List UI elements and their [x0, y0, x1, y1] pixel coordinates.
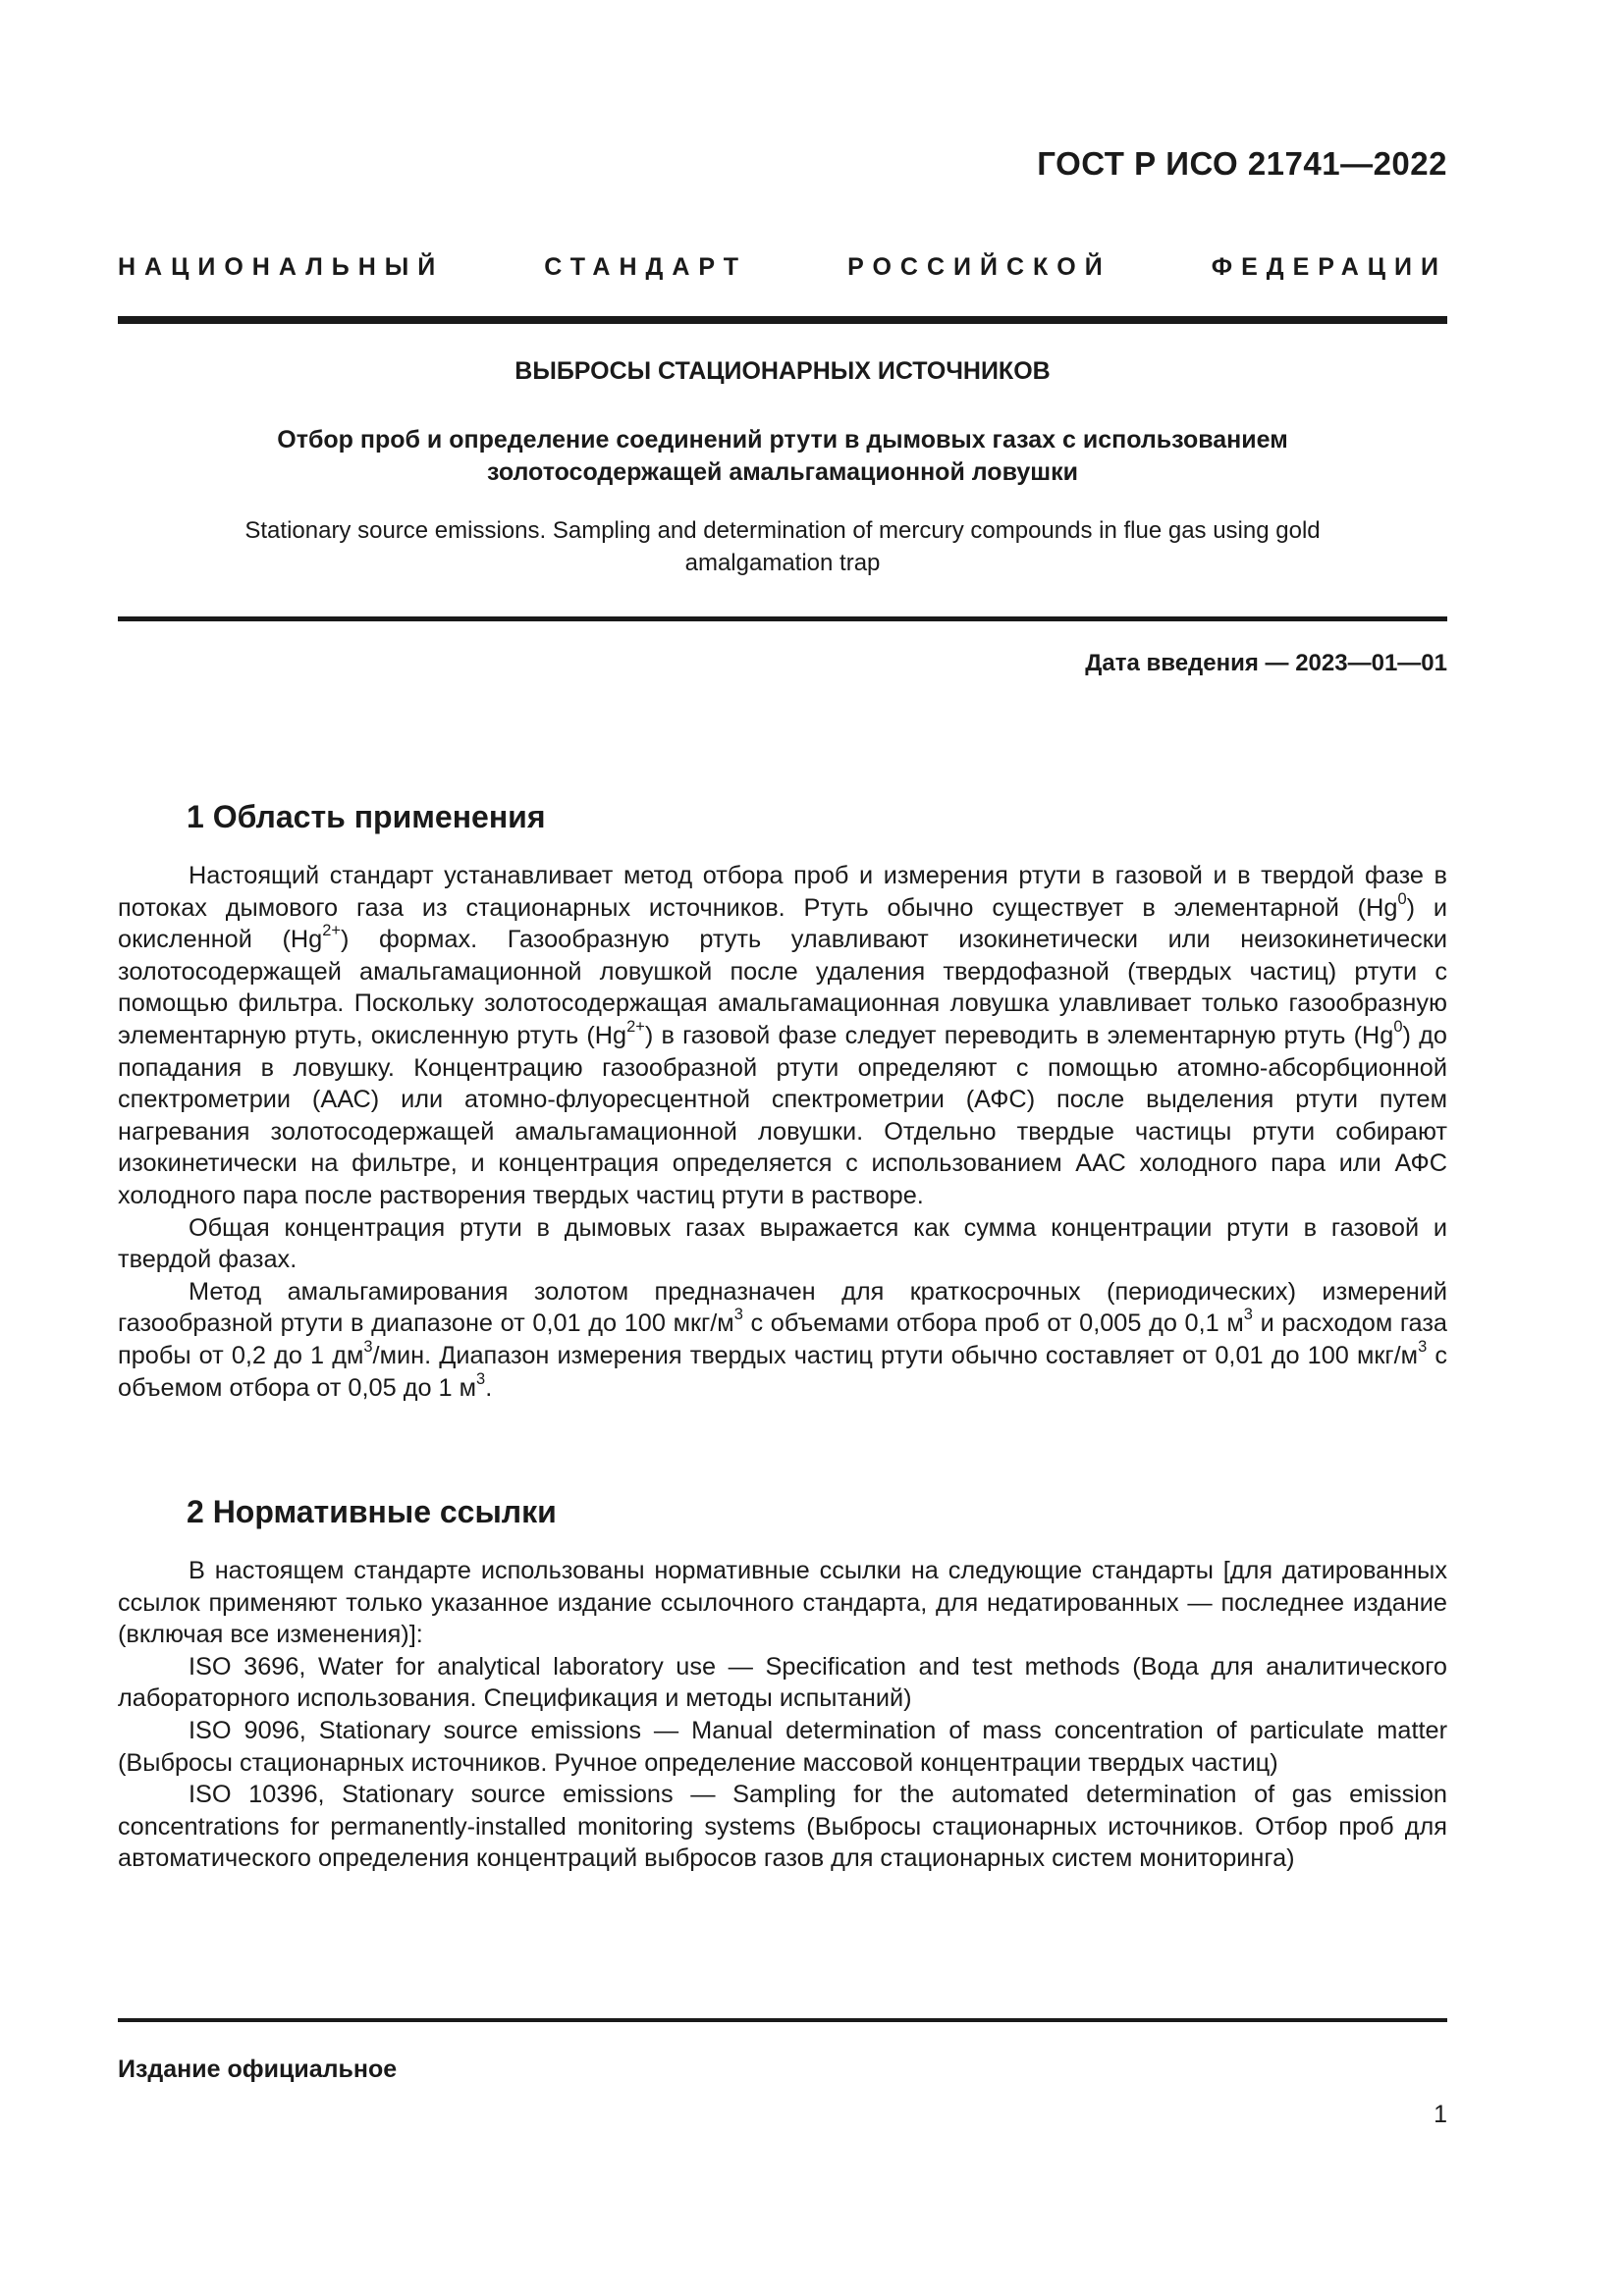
title-rule	[118, 616, 1447, 621]
section-1-paragraph-2: Общая концентрация ртути в дымовых газах выражается как сумма концентрации ртути в газовой и твердой фазах.	[118, 1213, 1447, 1274]
section-1-paragraph-3: Метод амальгамирования золотом предназначен для краткосрочных (периодических) измерений газообразной ртути в диапазоне от 0,01 до 100 мкг/$м^3$ с объемами отбора проб от 0,005 до 0,1 $м^3$ и расходом газа пробы от 0,2 до 1 $дм^3$/мин. Диапазон измерения твердых частиц ртути обычно составляет от 0,01 до 100 мкг/$м^3$ с объемом отбора от 0,05 до 1 $м^3$.	[118, 1277, 1447, 1402]
reference-item: ISO 10396, Stationary source emissions — Sampling for the automated determination of gas emission concentrations for permanently-installed monitoring systems (Выбросы стационарных источников. Отбор проб для автоматического определения концентраций выбросов газов для стационарных систем мониторинга)	[118, 1781, 1447, 1873]
standard-code: ГОСТ Р ИСО 21741—2022	[1037, 145, 1447, 182]
section-1-body	[118, 860, 1447, 1404]
document-subtitle: Отбор проб и определение соединений ртути в дымовых газах с использованием золотосодержащей амальгамационной ловушки	[277, 426, 1288, 486]
footer-rule	[118, 2018, 1447, 2022]
header-rule	[118, 316, 1447, 324]
document-title-english: Stationary source emissions. Sampling and determination of mercury compounds in flue gas using gold amalgamation trap	[244, 517, 1321, 576]
official-edition-label: Издание официальное	[118, 2056, 398, 2083]
document-title: ВЫБРОСЫ СТАЦИОНАРНЫХ ИСТОЧНИКОВ	[514, 357, 1051, 385]
page-number: 1	[1434, 2101, 1447, 2128]
reference-item: ISO 3696, Water for analytical laboratory use — Specification and test methods (Вода для аналитического лабораторного использования. Спецификация и методы испытаний)	[118, 1652, 1447, 1713]
reference-item: ISO 9096, Stationary source emissions — Manual determination of mass concentration of particulate matter (Выбросы стационарных источников. Ручное определение массовой концентрации твердых частиц)	[118, 1716, 1447, 1777]
section-2-paragraph-1: В настоящем стандарте использованы нормативные ссылки на следующие стандарты [для датированных ссылок применяют только указанное издание ссылочного стандарта, для недатированных — последнее издание (включая все изменения)]:	[118, 1557, 1447, 1649]
section-1-paragraph-1: Настоящий стандарт устанавливает метод отбора проб и измерения ртути в газовой и в твердой фазе в потоках дымового газа из стационарных источников. Ртуть обычно существует в элементарной (Hg$^0$) и окисленной $(Hg^{2+})$ формах. Газообразную ртуть улавливают изокинетически или неизокинетически золотосодержащей амальгамационной ловушкой после удаления твердофазной (твердых частиц) ртути с помощью фильтра. Поскольку золотосодержащая амальгамационная ловушка улавливает только газообразную элементарную ртуть, окисленную ртуть $(Hg^{2+})$ в газовой фазе следует переводить в элементарную ртуть (Hg$^0$) до попадания в ловушку. Концентрацию газообразной ртути определяют с помощью атомно-абсорбционной спектрометрии (ААС) или атомно-флуоресцентной спектрометрии (АФС) после выделения ртути путем нагревания золотосодержащей амальгамационной ловушки. Отдельно твердые частицы ртути собирают изокинетически на фильтре, и концентрация определяется с использованием ААС холодного пара или АФС холодного пара после растворения твердых частиц ртути в растворе.	[118, 862, 1447, 1209]
national-standard-banner: НАЦИОНАЛЬНЫЙ СТАНДАРТ РОССИЙСКОЙ ФЕДЕРАЦИИ	[118, 253, 1447, 281]
section-2-heading: 2 Нормативные ссылки	[187, 1494, 557, 1529]
section-1-heading: 1 Область применения	[187, 799, 546, 834]
introduction-date: Дата введения — 2023—01—01	[1085, 650, 1447, 676]
section-2-body	[118, 1555, 1447, 1875]
